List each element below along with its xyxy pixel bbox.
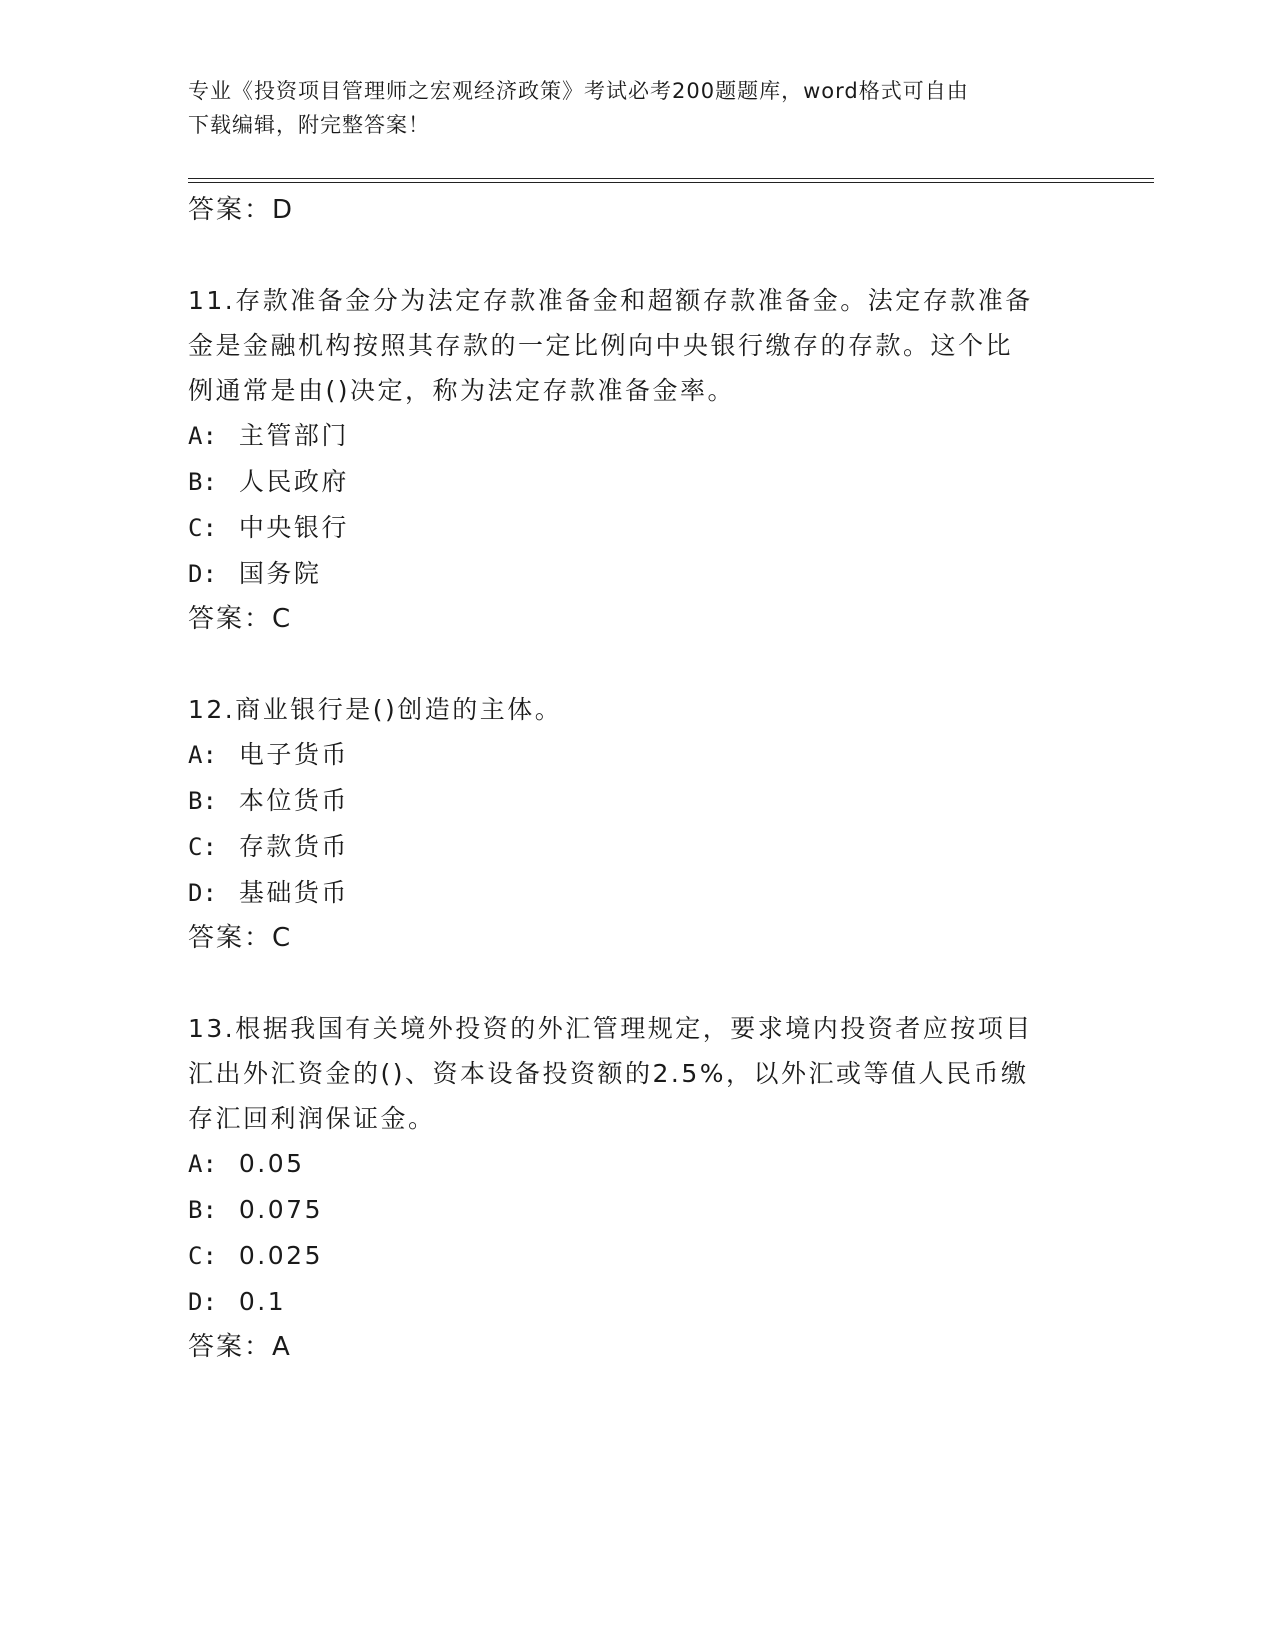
option-d xyxy=(188,870,1088,916)
question-13 xyxy=(188,1006,1088,1369)
option-text: 电子货币 xyxy=(238,740,349,769)
answer-label: 答案：D xyxy=(188,195,295,225)
question-line: 商业银行是()创造的主体。 xyxy=(235,695,563,724)
option-letter: C: xyxy=(188,514,217,542)
option-letter: D: xyxy=(188,879,217,907)
option-d xyxy=(188,1279,1088,1325)
option-text: 本位货币 xyxy=(238,786,349,815)
answer-label: 答案：C xyxy=(188,923,293,953)
option-letter: D: xyxy=(188,560,217,588)
option-text: 主管部门 xyxy=(238,421,349,450)
option-c xyxy=(188,824,1088,870)
option-b xyxy=(188,459,1088,505)
option-b xyxy=(188,1187,1088,1233)
option-letter: B: xyxy=(188,787,217,815)
option-letter: C: xyxy=(188,833,217,861)
question-list xyxy=(188,188,1088,1369)
header-divider-bottom xyxy=(188,182,1154,183)
option-c xyxy=(188,505,1088,551)
option-letter: A: xyxy=(188,1150,217,1178)
question-line: 存汇回利润保证金。 xyxy=(188,1104,436,1133)
question-number: 11. xyxy=(188,286,236,315)
option-text: 0.075 xyxy=(238,1195,323,1224)
answer-label: 答案：A xyxy=(188,1332,292,1362)
question-text xyxy=(188,1006,1088,1141)
option-text: 0.05 xyxy=(238,1149,305,1178)
header-line-2: 下载编辑，附完整答案！ xyxy=(188,113,430,137)
question-line: 汇出外汇资金的()、资本设备投资额的2.5%，以外汇或等值人民币缴 xyxy=(188,1059,1029,1088)
option-c xyxy=(188,1233,1088,1279)
header-line-1: 专业《投资项目管理师之宏观经济政策》考试必考200题题库，word格式可自由 xyxy=(188,79,969,103)
option-a xyxy=(188,732,1088,778)
question-number: 12. xyxy=(188,695,236,724)
option-text: 国务院 xyxy=(238,559,322,588)
option-text: 0.1 xyxy=(238,1287,287,1316)
question-line: 存款准备金分为法定存款准备金和超额存款准备金。法定存款准备 xyxy=(235,286,1033,315)
option-text: 中央银行 xyxy=(238,513,349,542)
option-b xyxy=(188,778,1088,824)
answer-label: 答案：C xyxy=(188,604,293,634)
option-text: 人民政府 xyxy=(238,467,349,496)
header-divider-top xyxy=(188,178,1154,179)
option-text: 基础货币 xyxy=(238,878,349,907)
option-text: 0.025 xyxy=(238,1241,323,1270)
option-letter: B: xyxy=(188,1196,217,1224)
option-a xyxy=(188,413,1088,459)
question-12 xyxy=(188,687,1088,960)
question-text xyxy=(188,687,1088,732)
question-number: 13. xyxy=(188,1014,236,1043)
question-line: 金是金融机构按照其存款的一定比例向中央银行缴存的存款。这个比 xyxy=(188,331,1014,360)
option-letter: C: xyxy=(188,1242,217,1270)
question-line: 根据我国有关境外投资的外汇管理规定，要求境内投资者应按项目 xyxy=(235,1014,1033,1043)
question-line: 例通常是由()决定，称为法定存款准备金率。 xyxy=(188,376,736,405)
option-letter: D: xyxy=(188,1288,217,1316)
option-a xyxy=(188,1141,1088,1187)
question-text xyxy=(188,278,1088,413)
option-letter: B: xyxy=(188,468,217,496)
question-11 xyxy=(188,278,1088,641)
document-header xyxy=(188,74,1088,142)
option-d xyxy=(188,551,1088,597)
option-text: 存款货币 xyxy=(238,832,349,861)
option-letter: A: xyxy=(188,422,217,450)
option-letter: A: xyxy=(188,741,217,769)
